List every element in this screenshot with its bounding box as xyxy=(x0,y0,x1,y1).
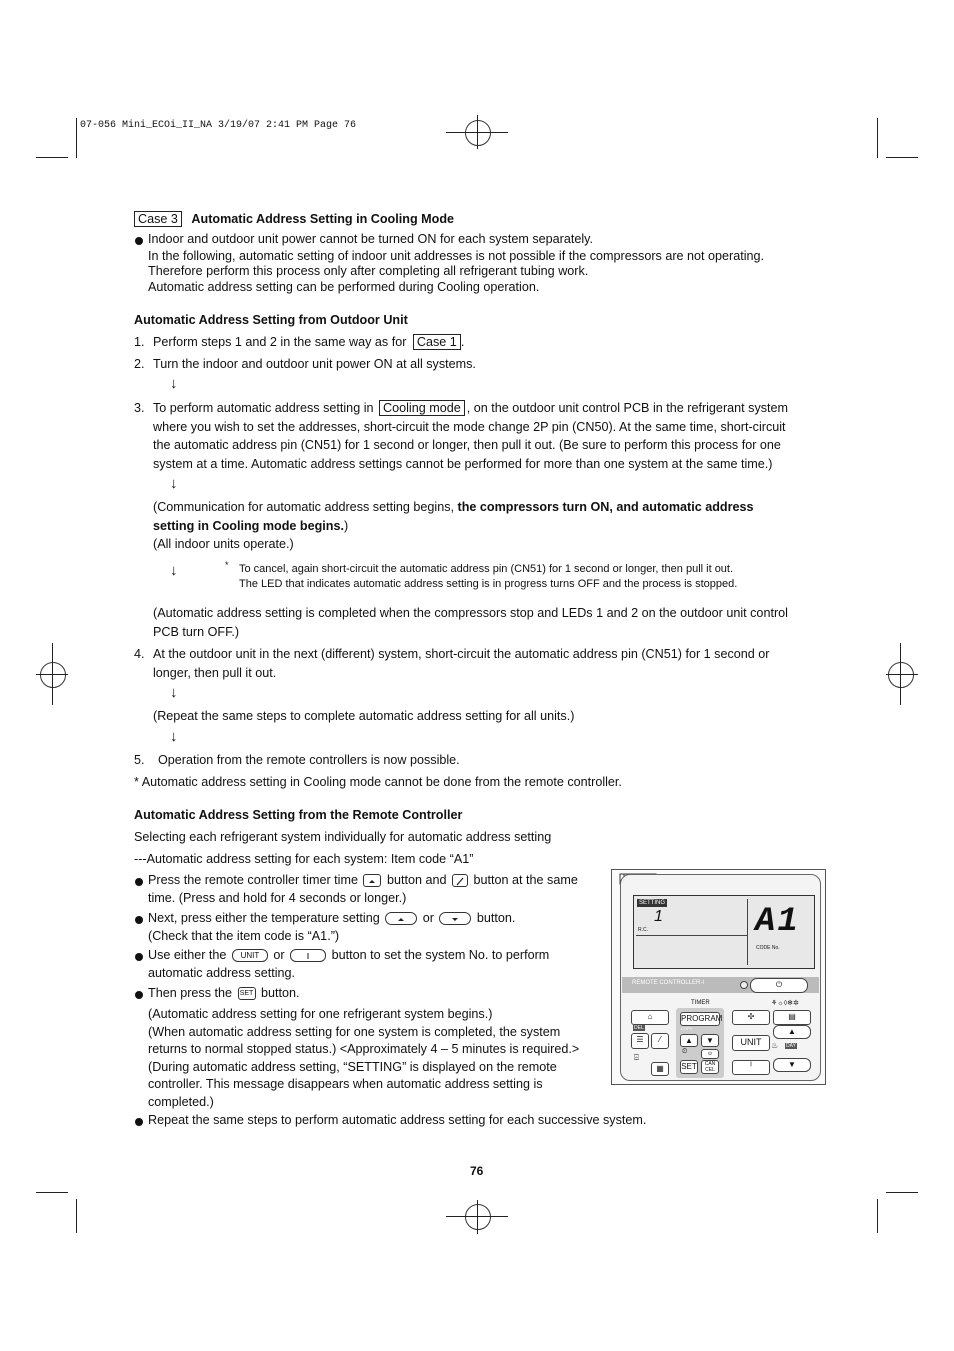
bullet-set xyxy=(148,985,300,1003)
down-arrow-icon: ↓ xyxy=(170,728,178,745)
bullet-text: Use either the xyxy=(148,948,227,962)
step-5-number: 5. xyxy=(134,753,145,767)
remote-line: Selecting each refrigerant system individually for automatic address setting xyxy=(134,830,552,844)
lcd-code-label: CODE No. xyxy=(756,945,780,951)
bullet-text: Next, press either the temperature setting xyxy=(148,911,380,925)
registration-line xyxy=(477,1200,478,1234)
bullet-icon xyxy=(135,237,143,245)
section-title xyxy=(134,211,454,229)
intro-line: In the following, automatic setting of indoor unit addresses is not possible if the compressors are not operating. xyxy=(148,248,765,263)
crop-mark xyxy=(36,157,68,158)
lcd-display xyxy=(633,895,815,969)
bullet-icon xyxy=(135,953,143,961)
registration-line xyxy=(886,674,918,675)
flap-button[interactable]: ╵ xyxy=(732,1060,770,1075)
clock-icon: ⏲ xyxy=(682,1048,688,1055)
cancel-note xyxy=(239,562,737,592)
page-number: 76 xyxy=(470,1164,484,1178)
louver-button[interactable]: ⌂ xyxy=(631,1010,669,1025)
crop-mark xyxy=(877,118,878,158)
outdoor-heading: Automatic Address Setting from Outdoor Unit xyxy=(134,313,408,327)
down-arrow-icon: ↓ xyxy=(170,562,178,579)
note-text: The LED that indicates automatic address setting is in progress turns OFF and the process is stopped. xyxy=(239,578,738,590)
bullet-text: time. (Press and hold for 4 seconds or longer.) xyxy=(148,890,407,905)
para-line: (Automatic address setting for one refrigerant system begins.) xyxy=(148,1007,493,1021)
down-arrow-icon: ↓ xyxy=(170,684,178,701)
lcd-system-number: 1 xyxy=(654,908,663,925)
step-4-text xyxy=(153,646,823,682)
punct: . xyxy=(460,335,465,349)
timer-up-button-icon xyxy=(363,874,381,887)
temp-down-button[interactable]: ▼ xyxy=(773,1058,811,1072)
step-text: the automatic address pin (CN51) for 1 second or longer, then pull it out. (Be sure to perform this process for one xyxy=(153,438,781,452)
step-2-number: 2. xyxy=(134,357,145,371)
bullet-text: button to set the system No. to perform xyxy=(331,948,550,962)
para-line: (During automatic address setting, “SETTING” is displayed on the remote xyxy=(148,1059,557,1074)
timer-up-button[interactable]: ▲ xyxy=(680,1034,698,1047)
communication-note xyxy=(153,499,823,554)
down-arrow-icon: ↓ xyxy=(170,375,178,392)
crop-mark xyxy=(877,1199,878,1233)
check-button[interactable]: ⁄ xyxy=(651,1033,669,1049)
note-text: To cancel, again short-circuit the automatic address pin (CN51) for 1 second or longer, then pull it out. xyxy=(239,563,734,575)
crop-mark xyxy=(76,118,77,158)
bullet-icon xyxy=(135,1118,143,1126)
case-label: Case 3 xyxy=(134,211,182,227)
bullet-text: or xyxy=(273,948,285,962)
lcd-setting: SETTING xyxy=(639,900,666,906)
note-text: PCB turn OFF.) xyxy=(153,624,240,639)
brand-text: REMOTE CONTROLLER-I xyxy=(632,980,705,986)
set-button[interactable]: SET xyxy=(680,1060,698,1074)
set-result-paragraph xyxy=(148,1006,608,1111)
unit-button-icon: UNIT xyxy=(232,949,268,962)
step-text: Perform steps 1 and 2 in the same way as for xyxy=(153,335,407,349)
thermo-icon: ⌹ xyxy=(634,1053,639,1062)
para-line: completed.) xyxy=(148,1094,214,1109)
step-text: To perform automatic address setting in xyxy=(153,401,374,415)
bullet-unit xyxy=(148,947,603,982)
step-4-number: 4. xyxy=(134,647,145,661)
lcd-divider xyxy=(636,935,747,936)
mode-icons: ⚘☼◊❄✲ xyxy=(771,1000,799,1007)
remote-controller-illustration xyxy=(611,869,826,1085)
step-text: system at a time. Automatic address settings cannot be performed for more than one system at the same time.) xyxy=(153,456,773,471)
remote-line: ---Automatic address setting for each system: Item code “A1” xyxy=(134,852,474,866)
bullet-text: automatic address setting. xyxy=(148,965,296,980)
fan-button[interactable]: ✣ xyxy=(732,1010,770,1025)
step-text: longer, then pull it out. xyxy=(153,665,277,680)
temp-up-button-icon xyxy=(385,912,417,925)
note-text: (All indoor units operate.) xyxy=(153,537,294,551)
bullet-text: Then press the xyxy=(148,986,233,1000)
del-label: DEL xyxy=(634,1025,644,1031)
step-5-text: Operation from the remote controllers is now possible. xyxy=(158,753,460,767)
temp-icon: ♨ xyxy=(771,1041,779,1050)
note-text: (Communication for automatic address setting begins, xyxy=(153,500,458,514)
bullet-text: button. xyxy=(476,911,516,925)
brand-strip xyxy=(622,977,819,993)
crop-mark xyxy=(76,1199,77,1233)
registration-mark xyxy=(465,120,491,146)
complete-note xyxy=(153,605,823,641)
case-1-label: Case 1 xyxy=(413,334,461,350)
crop-mark xyxy=(886,1192,918,1193)
bullet-text: button and xyxy=(386,873,447,887)
copy-label: COPY xyxy=(681,1026,693,1031)
repeat-note: (Repeat the same steps to complete automatic address setting for all units.) xyxy=(153,709,575,723)
para-line: controller. This message disappears when automatic address setting is xyxy=(148,1077,543,1091)
bullet-text: button at the same xyxy=(473,873,578,887)
registration-line xyxy=(477,115,478,149)
note-text: ) xyxy=(344,518,349,533)
remote-heading: Automatic Address Setting from the Remote Controller xyxy=(134,808,463,822)
lcd-divider xyxy=(747,899,748,965)
led-icon xyxy=(740,981,748,989)
bullet-timer xyxy=(148,872,603,907)
bullet-text: (Check that the item code is “A1.”) xyxy=(148,928,340,943)
timer-label: TIMER xyxy=(691,1000,710,1006)
intro-line: Indoor and outdoor unit power cannot be turned ON for each system separately. xyxy=(148,232,594,246)
temp-down-button-icon xyxy=(439,912,471,925)
controller-body xyxy=(620,874,821,1081)
lcd-item-code: A1 xyxy=(755,903,800,941)
registration-mark xyxy=(888,662,914,688)
step-text: where you wish to set the addresses, short-circuit the mode change 2P pin (CN50). At the same time, short-circuit xyxy=(153,419,786,434)
power-button[interactable]: ⏻ xyxy=(750,978,808,993)
step-1 xyxy=(134,334,145,352)
intro-line: Therefore perform this process only after completing all refrigerant tubing work. xyxy=(148,264,589,278)
step-3-number: 3. xyxy=(134,401,145,415)
registration-mark xyxy=(40,662,66,688)
cooling-mode-label: Cooling mode xyxy=(379,400,465,416)
registration-line xyxy=(52,643,53,705)
day-label: DAY xyxy=(786,1043,796,1049)
bullet-repeat: Repeat the same steps to perform automatic address setting for each successive system. xyxy=(148,1113,647,1127)
step-2-text: Turn the indoor and outdoor unit power ON at all systems. xyxy=(153,357,476,371)
set-button-icon: SET xyxy=(238,987,256,1000)
crop-mark xyxy=(36,1192,68,1193)
note-bold: setting in Cooling mode begins. xyxy=(153,518,345,533)
step-text: At the outdoor unit in the next (different) system, short-circuit the automatic address pin (CN51) for 1 second or xyxy=(153,647,770,661)
crop-mark xyxy=(886,157,918,158)
step-1-text xyxy=(153,334,464,352)
note-star: * xyxy=(225,560,229,570)
note-text: (Automatic address setting is completed when the compressors stop and LEDs 1 and 2 on the outdoor unit control xyxy=(153,606,788,620)
para-line: returns to normal stopped status.) <Approximately 4 – 5 minutes is required.> xyxy=(148,1042,580,1056)
timer-panel xyxy=(676,1008,724,1078)
filter-button[interactable]: ☰ xyxy=(631,1033,649,1049)
step-3-text xyxy=(153,400,823,473)
footnote: * Automatic address setting in Cooling mode cannot be done from the remote controller. xyxy=(134,775,622,789)
check-button-icon xyxy=(452,874,468,887)
on-off-timer-button[interactable]: ⊙ xyxy=(701,1049,719,1059)
louver-button-icon xyxy=(290,949,326,962)
bullet-text: button. xyxy=(261,986,300,1000)
lcd-rc-label: R.C. xyxy=(638,927,648,933)
timer-down-button[interactable]: ▼ xyxy=(701,1034,719,1047)
registration-line xyxy=(900,643,901,705)
print-header: 07-056 Mini_ECOi_II_NA 3/19/07 2:41 PM Page 76 xyxy=(80,120,357,131)
ventilation-button[interactable]: ▦ xyxy=(651,1062,669,1076)
bullet-text: or xyxy=(422,911,434,925)
intro-line: Automatic address setting can be performed during Cooling operation. xyxy=(148,279,540,294)
para-line: (When automatic address setting for one system is completed, the system xyxy=(148,1024,561,1039)
bullet-icon xyxy=(135,991,143,999)
main-title: Automatic Address Setting in Cooling Mode xyxy=(191,212,455,226)
vent-button[interactable]: ▤ xyxy=(773,1010,811,1025)
step-text: , on the outdoor unit control PCB in the refrigerant system xyxy=(466,401,789,415)
step-number: 1. xyxy=(134,335,145,349)
down-arrow-icon: ↓ xyxy=(170,475,178,492)
program-button[interactable]: PROGRAM xyxy=(680,1012,720,1026)
bullet-icon xyxy=(135,916,143,924)
temp-up-button[interactable]: ▲ xyxy=(773,1025,811,1039)
unit-button[interactable]: UNIT xyxy=(732,1035,770,1051)
cancel-button[interactable]: CAN CEL xyxy=(701,1060,719,1074)
registration-mark xyxy=(465,1204,491,1230)
bullet-temp xyxy=(148,910,603,945)
note-bold: the compressors turn ON, and automatic address xyxy=(457,500,754,514)
bullet-icon xyxy=(135,878,143,886)
bullet-text: Press the remote controller timer time xyxy=(148,873,358,887)
intro-paragraph xyxy=(148,231,764,296)
